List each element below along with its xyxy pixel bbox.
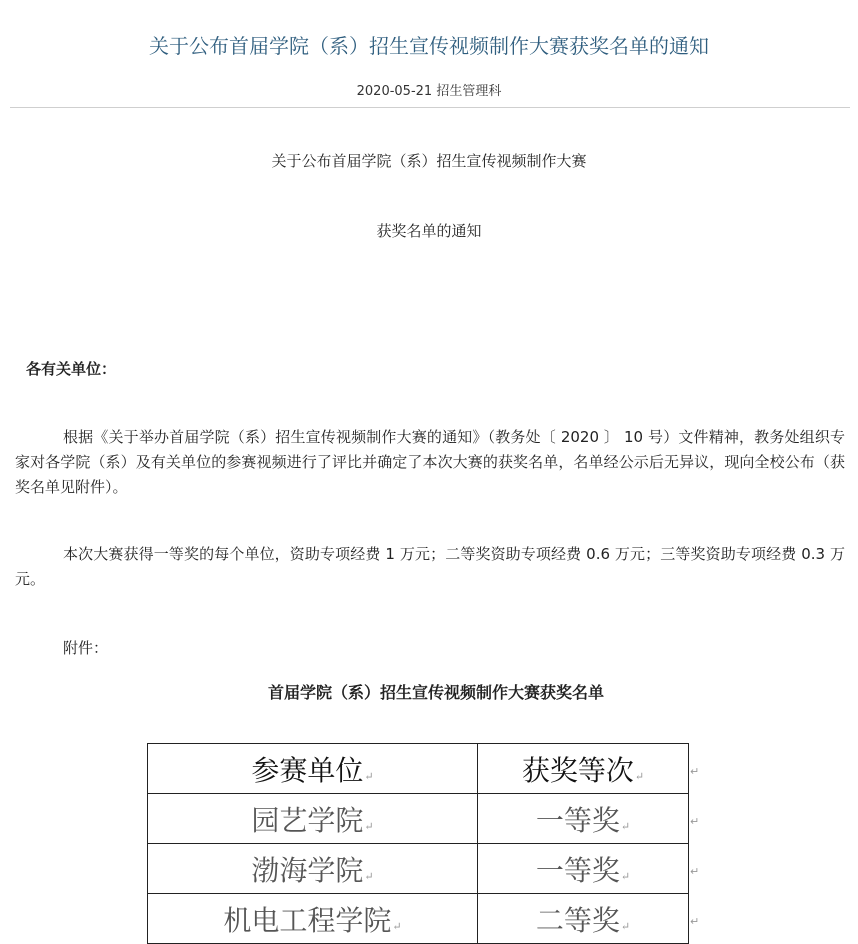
row-end-mark-icon: ↵ (690, 915, 700, 928)
notice-title-line1: 关于公布首届学院（系）招生宣传视频制作大赛 (271, 152, 587, 170)
cell-unit: 园艺学院↵ (148, 794, 478, 844)
cell-rank: 二等奖↵ (478, 894, 689, 944)
header-divider (10, 107, 850, 108)
notice-title-line2: 获奖名单的通知 (376, 222, 482, 240)
table-row (148, 844, 689, 894)
return-mark-icon: ↵ (364, 869, 374, 883)
return-mark-icon: ↵ (634, 769, 645, 783)
award-table-header (148, 744, 689, 794)
post-department: 招生管理科 (436, 84, 502, 99)
post-date: 2020-05-21 (356, 84, 433, 99)
cell-unit: 渤海学院↵ (148, 844, 478, 894)
cell-unit: 机电工程学院↵ (148, 894, 478, 944)
attachment-label: 附件： (63, 639, 109, 657)
cell-rank: 一等奖↵ (478, 844, 689, 894)
paragraph-funding: 本次大赛获得一等奖的每个单位，资助专项经费 1 万元；二等奖资助专项经费 0.6 万元；三等奖资助专项经费 0.3 万元。 (15, 545, 845, 588)
cell-rank: 一等奖↵ (478, 794, 689, 844)
row-end-mark-icon: ↵ (690, 765, 700, 778)
row-end-mark-icon: ↵ (690, 815, 700, 828)
table-row (148, 894, 689, 944)
return-mark-icon: ↵ (392, 919, 402, 933)
table-row (148, 794, 689, 844)
return-mark-icon: ↵ (620, 919, 631, 933)
return-mark-icon: ↵ (620, 869, 631, 883)
return-mark-icon: ↵ (620, 819, 631, 833)
paragraph-basis: 根据《关于举办首届学院（系）招生宣传视频制作大赛的通知》（教务处〔 2020 〕 10 号）文件精神，教务处组织专家对各学院（系）及有关单位的参赛视频进行了评比并确定了本次大赛的获奖名单，名单经公示后无异议，现向全校公布（获奖名单见附件）。 (15, 428, 845, 496)
return-mark-icon: ↵ (364, 819, 374, 833)
row-end-mark-icon: ↵ (690, 865, 700, 878)
salutation: 各有关单位： (26, 360, 117, 378)
award-table-title: 首届学院（系）招生宣传视频制作大赛获奖名单 (267, 683, 604, 702)
header-cell-rank: 获奖等次↵ (478, 744, 689, 794)
post-meta (0, 82, 858, 102)
page-title: 关于公布首届学院（系）招生宣传视频制作大赛获奖名单的通知 (149, 34, 709, 58)
return-mark-icon: ↵ (364, 769, 374, 783)
award-table (147, 743, 689, 944)
header-cell-unit: 参赛单位↵ (148, 744, 478, 794)
